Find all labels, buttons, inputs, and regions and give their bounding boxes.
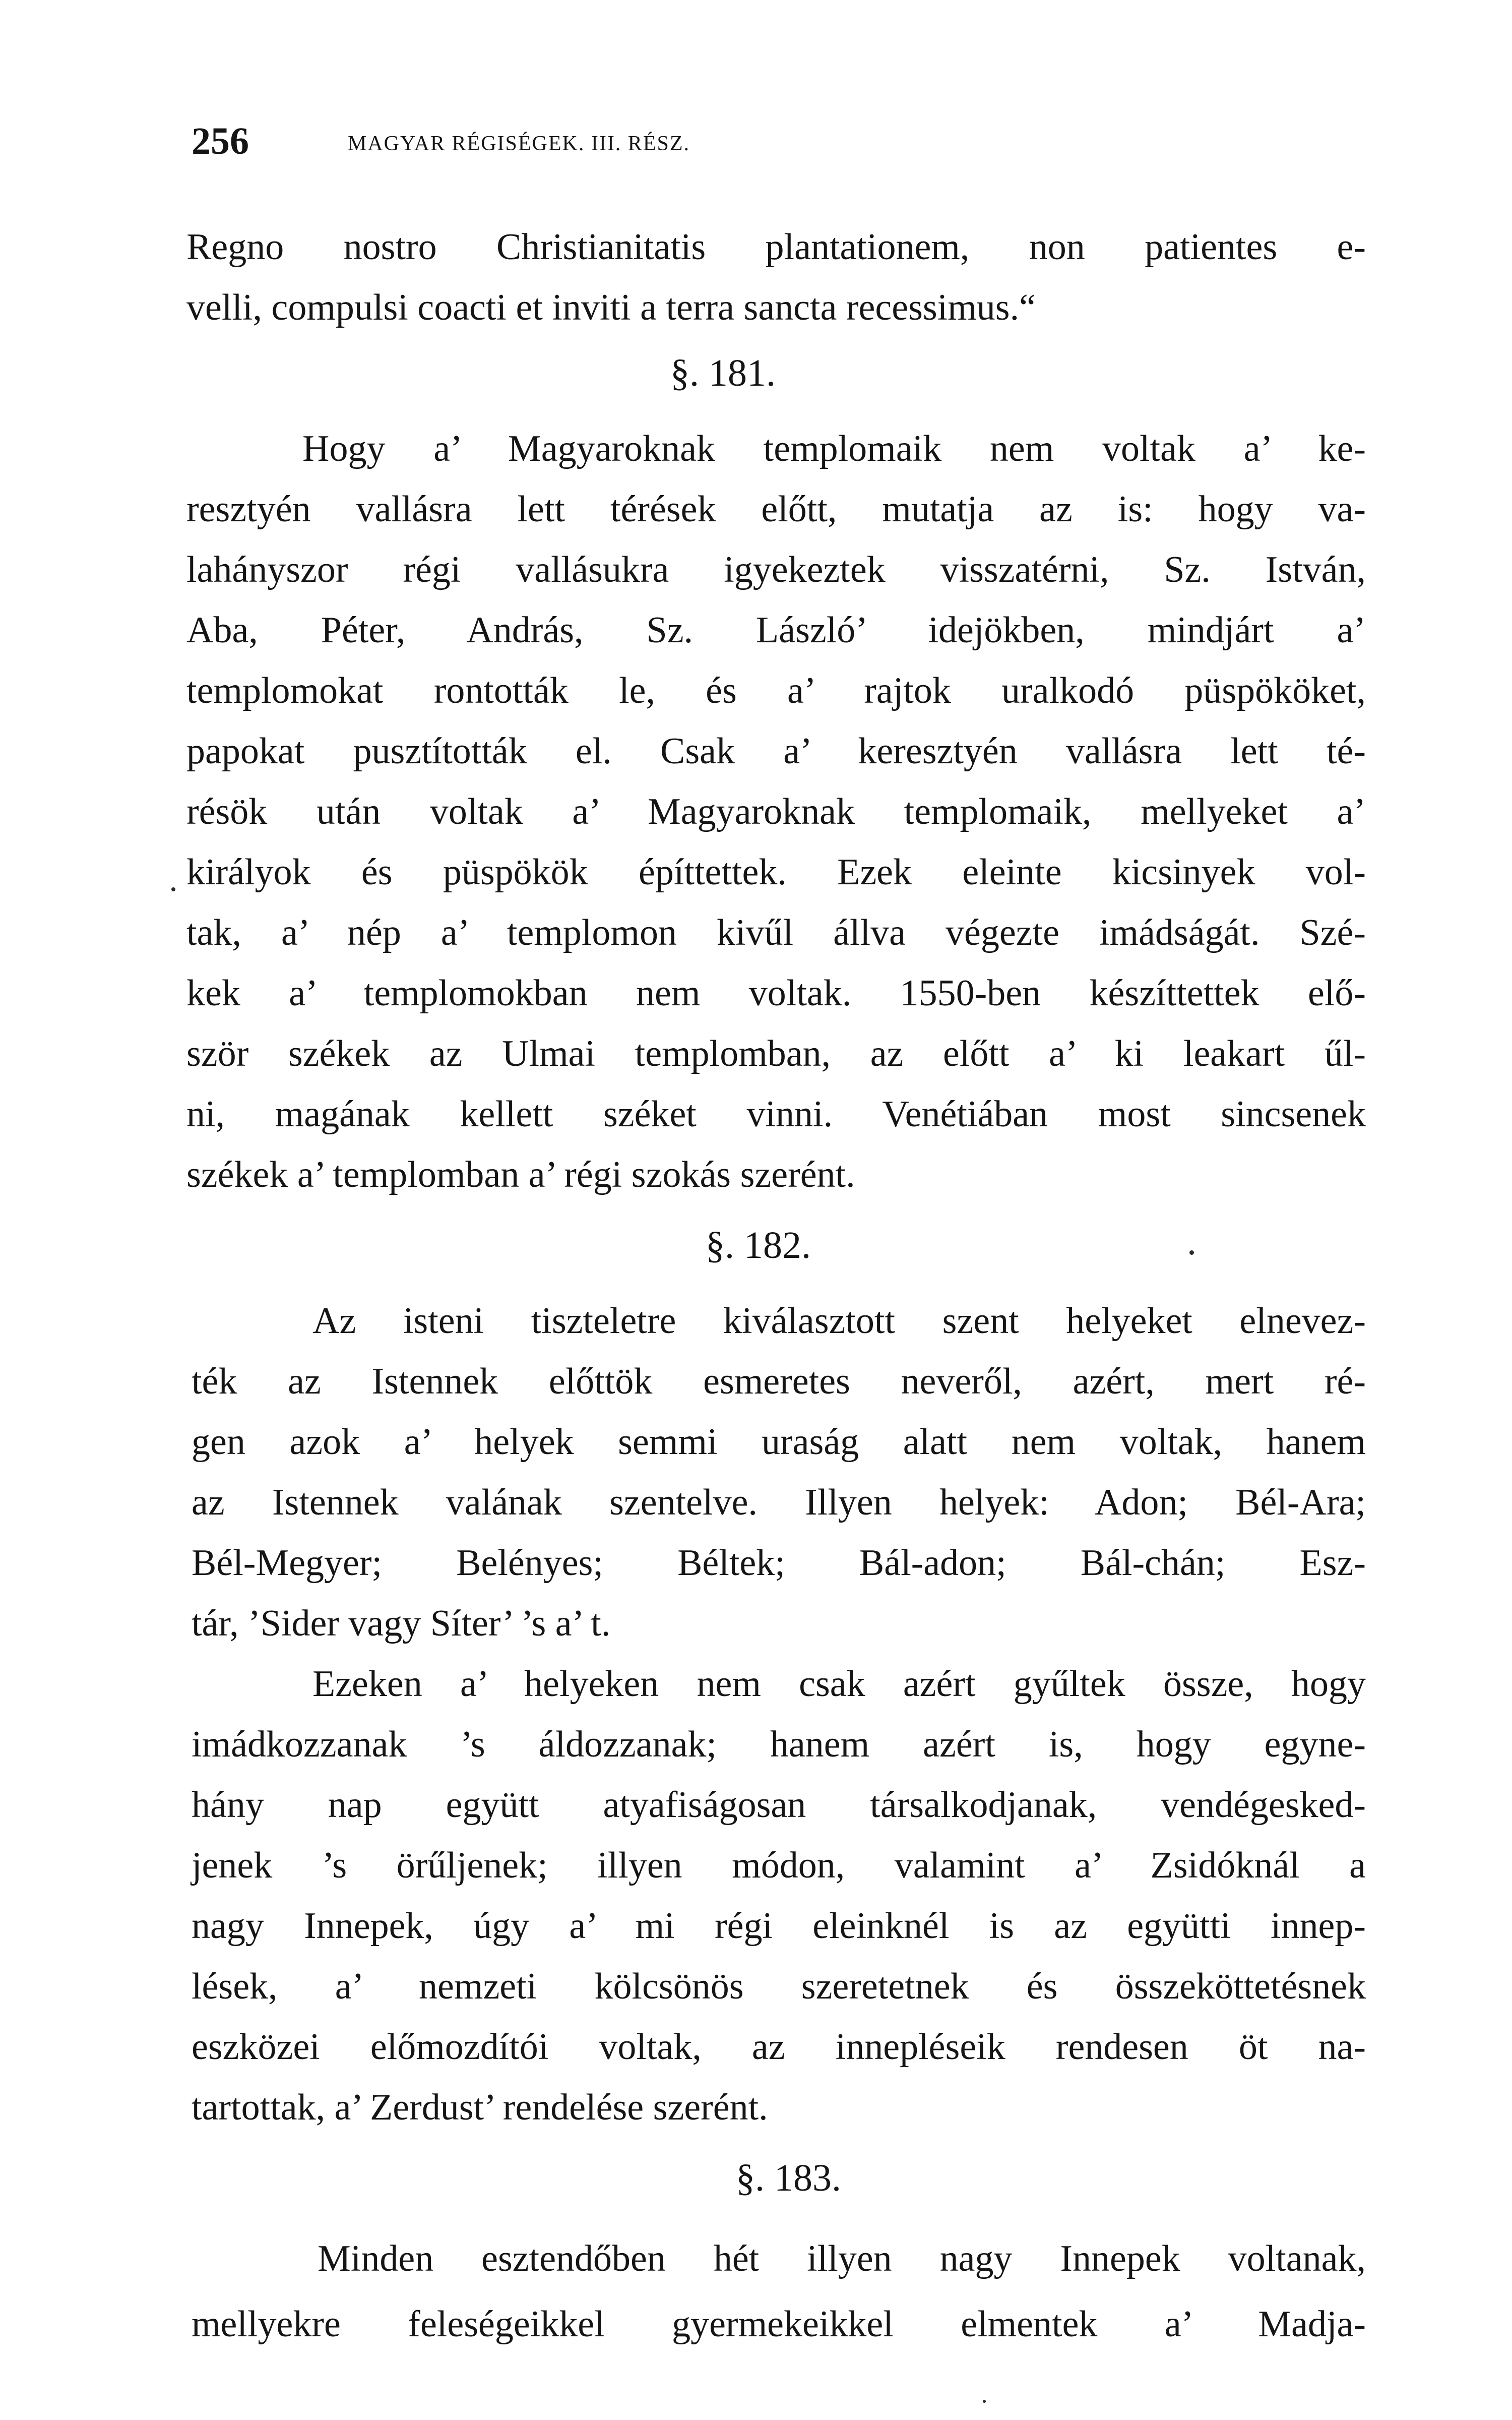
paragraph-line: kek a’ templomokban nem voltak. 1550-ben készíttettek elő- bbox=[186, 973, 1366, 1014]
paragraph-line: mellyekre feleségeikkel gyermekeikkel elmentek a’ Madja- bbox=[192, 2304, 1366, 2345]
paragraph-line: hány nap együtt atyafiságosan társalkodjanak, vendégesked- bbox=[192, 1784, 1366, 1826]
paragraph-line: résök után voltak a’ Magyaroknak templomaik, mellyeket a’ bbox=[186, 791, 1366, 832]
paragraph-line: királyok és püspökök építtettek. Ezek eleinte kicsinyek vol- bbox=[186, 852, 1366, 893]
intro-line-1: Regno nostro Christianitatis plantationem, non patientes e- bbox=[186, 226, 1366, 268]
paragraph-line: templomokat rontották le, és a’ rajtok uralkodó püspököket, bbox=[186, 670, 1366, 711]
paragraph-line: az Istennek valának szentelve. Illyen helyek: Adon; Bél-Ara; bbox=[192, 1482, 1366, 1523]
paragraph-line: lések, a’ nemzeti kölcsönös szeretetnek és összeköttetésnek bbox=[192, 1966, 1366, 2007]
paragraph-line: tár, ’Sider vagy Síter’ ’s a’ t. bbox=[192, 1603, 611, 1644]
paragraph-line: ni, magának kellett széket vinni. Venétiában most sincsenek bbox=[186, 1094, 1366, 1135]
intro-line-2: velli, compulsi coacti et inviti a terra sancta recessimus.“ bbox=[186, 287, 1036, 328]
ink-speck bbox=[983, 2400, 986, 2403]
paragraph-line: tak, a’ nép a’ templomon kivűl állva végezte imádságát. Szé- bbox=[186, 912, 1366, 953]
page-header bbox=[192, 118, 1351, 164]
paragraph-line: Aba, Péter, András, Sz. László’ idejökben, mindjárt a’ bbox=[186, 610, 1366, 651]
section-heading-182: §. 182. bbox=[706, 1224, 811, 1266]
paragraph-line: Az isteni tiszteletre kiválasztott szent helyeket elnevez- bbox=[312, 1300, 1366, 1342]
paragraph-line: gen azok a’ helyek semmi uraság alatt nem voltak, hanem bbox=[192, 1421, 1366, 1463]
paragraph-line: eszközei előmozdítói voltak, az innepléseik rendesen öt na- bbox=[192, 2026, 1366, 2068]
paragraph-line: jenek ’s örűljenek; illyen módon, valamint a’ Zsidóknál a bbox=[192, 1845, 1366, 1886]
ink-speck bbox=[1189, 1250, 1194, 1255]
paragraph-line: Ezeken a’ helyeken nem csak azért gyűltek össze, hogy bbox=[312, 1663, 1366, 1705]
section-heading-181: §. 181. bbox=[670, 352, 776, 394]
paragraph-line: ször székek az Ulmai templomban, az előtt a’ ki leakart űl- bbox=[186, 1033, 1366, 1074]
paragraph-line: ték az Istennek előttök esmeretes neveről, azért, mert ré- bbox=[192, 1361, 1366, 1402]
paragraph-line: székek a’ templomban a’ régi szokás szerént. bbox=[186, 1154, 855, 1195]
paragraph-line: Minden esztendőben hét illyen nagy Innepek voltanak, bbox=[318, 2238, 1366, 2279]
paragraph-line: tartottak, a’ Zerdust’ rendelése szerént. bbox=[192, 2087, 768, 2128]
paragraph-line: Bél-Megyer; Belényes; Béltek; Bál-adon; Bál-chán; Esz- bbox=[192, 1542, 1366, 1584]
paragraph-line: imádkozzanak ’s áldozzanak; hanem azért is, hogy egyne- bbox=[192, 1724, 1366, 1765]
page-number: 256 bbox=[192, 120, 249, 162]
ink-speck bbox=[171, 887, 175, 891]
paragraph-line: Hogy a’ Magyaroknak templomaik nem voltak a’ ke- bbox=[302, 428, 1366, 469]
paragraph-line: lahányszor régi vallásukra igyekeztek visszatérni, Sz. István, bbox=[186, 549, 1366, 590]
paragraph-line: nagy Innepek, úgy a’ mi régi eleinknél is az együtti innep- bbox=[192, 1905, 1366, 1947]
paragraph-line: resztyén vallásra lett térések előtt, mutatja az is: hogy va- bbox=[186, 489, 1366, 530]
section-heading-183: §. 183. bbox=[736, 2157, 841, 2199]
running-title: MAGYAR RÉGISÉGEK. III. RÉSZ. bbox=[348, 132, 690, 155]
paragraph-line: papokat pusztították el. Csak a’ keresztyén vallásra lett té- bbox=[186, 731, 1366, 772]
